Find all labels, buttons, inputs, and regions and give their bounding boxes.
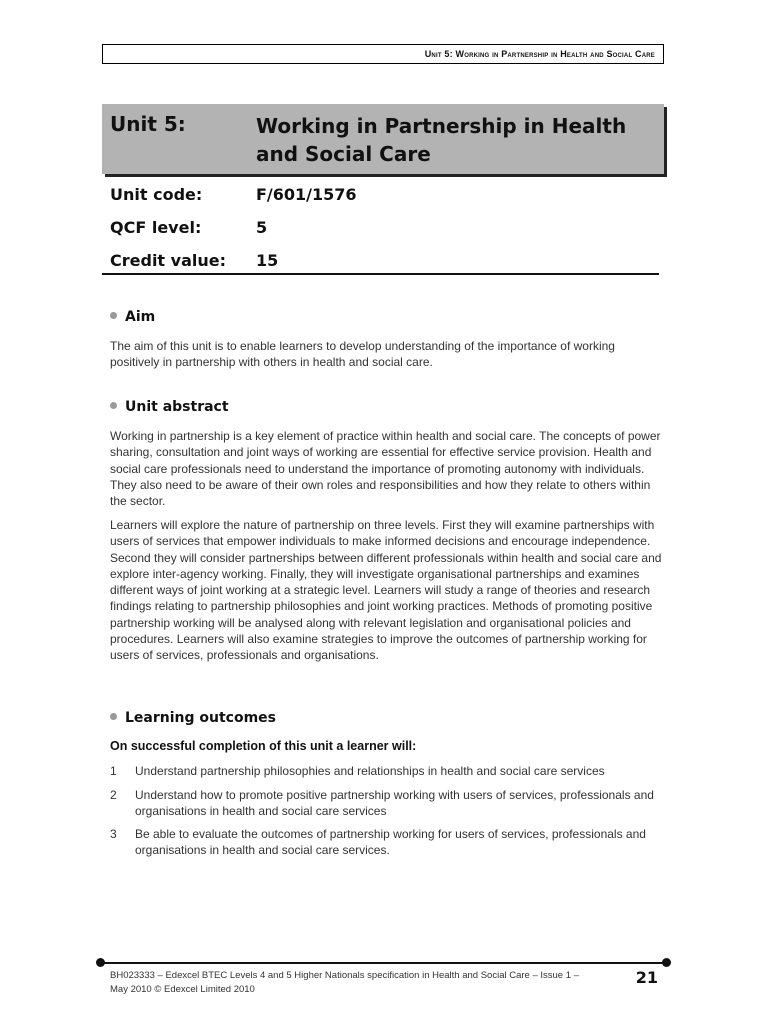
meta-key: QCF level: — [110, 218, 202, 237]
meta-divider — [102, 273, 659, 275]
footer-citation: BH023333 – Edexcel BTEC Levels 4 and 5 Higher Nationals specification in Health and Social Care – Issue 1 – May 2010 © Edexcel Limited 2010 — [110, 970, 579, 995]
outcomes-heading — [110, 710, 276, 726]
outcome-text: Understand how to promote positive partnership working with users of services, professionals and organisations in health and social care services — [135, 788, 654, 819]
outcome-number: 2 — [110, 788, 117, 802]
outcome-text: Be able to evaluate the outcomes of partnership working for users of services, professionals and organisations in health and social care services. — [135, 827, 646, 858]
running-header: Unit 5: Working in Partnership in Health and Social Care — [102, 44, 664, 64]
abstract-paragraph-1: Working in partnership is a key element of practice within health and social care. The concepts of power sharing, consultation and joint ways of working are essential for effective service provision. Health and social care professionals need to understand the importance of promoting autonomy with individuals. They also need to be aware of their own roles and responsibilities and how they relate to others within the sector. — [110, 429, 661, 509]
meta-value: 15 — [256, 251, 279, 270]
bullet-icon — [110, 402, 117, 409]
bullet-icon — [110, 312, 117, 319]
unit-label: Unit 5: — [110, 112, 186, 136]
unit-title-banner — [102, 104, 664, 174]
footer-rule — [100, 962, 667, 964]
outcome-text: Understand partnership philosophies and relationships in health and social care services — [135, 764, 605, 778]
abstract-paragraph-2: Learners will explore the nature of partnership on three levels. First they will examine partnerships with users of services that empower individuals to make informed decisions and encourage independence. Second they will consider partnerships between different professionals within health and social care and explore inter-agency working. Finally, they will investigate organisational partnerships and examines different ways of joint working at a strategic level. Learners will study a range of theories and research findings relating to partnership philosophies and joint working practices. Methods of promoting positive partnership working will be analysed along with relevant legislation and organisational policies and procedures. Learners will also examine strategies to improve the outcomes of partnership working for users of services, professionals and organisations. — [110, 518, 662, 663]
page-number: 21 — [635, 968, 658, 987]
aim-heading — [110, 309, 155, 325]
aim-heading-text: Aim — [125, 309, 156, 325]
unit-title: Working in Partnership in Health and Social Care — [256, 114, 627, 166]
meta-value: F/601/1576 — [256, 185, 357, 204]
meta-value: 5 — [256, 218, 268, 237]
meta-key: Credit value: — [110, 251, 226, 270]
abstract-heading — [110, 399, 229, 415]
aim-text: The aim of this unit is to enable learners to develop understanding of the importance of working positively in partnership with others in health and social care. — [110, 339, 615, 370]
outcome-number: 3 — [110, 827, 117, 841]
meta-key: Unit code: — [110, 185, 203, 204]
footer-rule-end-dot — [96, 958, 105, 967]
outcome-number: 1 — [110, 764, 117, 778]
outcomes-heading-text: Learning outcomes — [125, 710, 277, 726]
bullet-icon — [110, 713, 117, 720]
footer-rule-end-dot — [662, 958, 671, 967]
outcomes-intro: On successful completion of this unit a learner will: — [110, 739, 417, 753]
abstract-heading-text: Unit abstract — [125, 399, 229, 415]
